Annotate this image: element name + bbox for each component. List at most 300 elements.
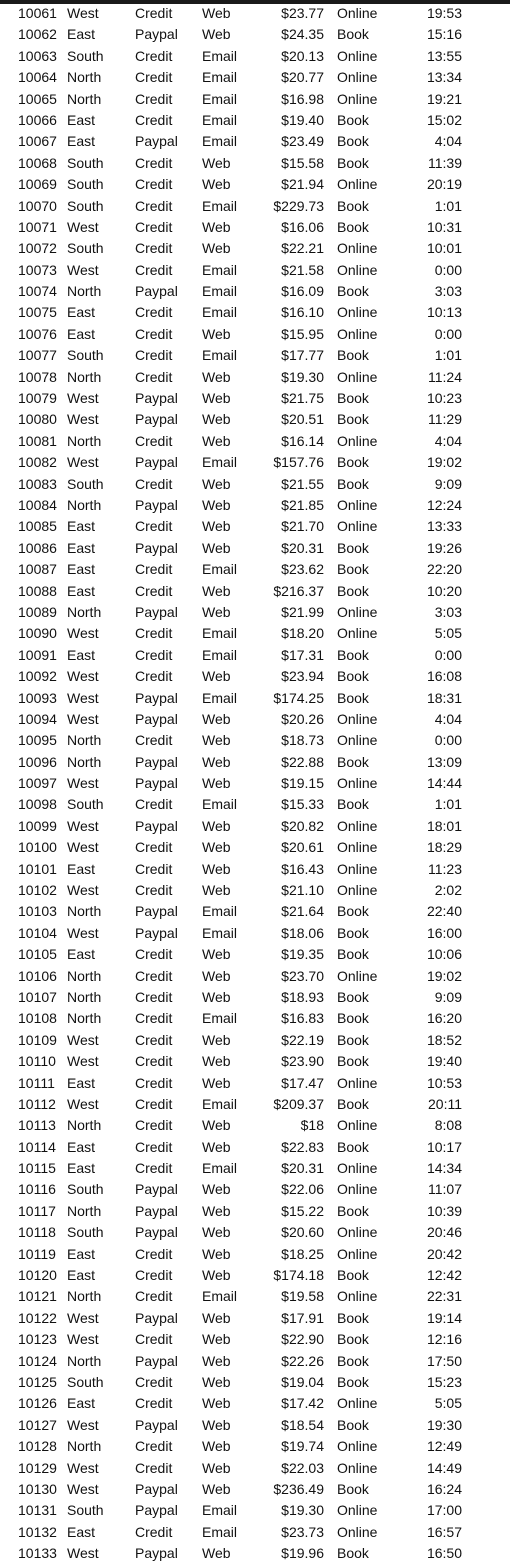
source-cell: Web [202, 5, 231, 21]
table-row [0, 409, 510, 430]
source-cell: Email [202, 347, 238, 364]
table-row [0, 1479, 510, 1500]
time-cell: 12:42 [426, 1267, 462, 1284]
source-cell: Web [202, 1374, 231, 1390]
order-id-cell: 10118 [18, 1224, 56, 1241]
region-cell: West [67, 218, 99, 235]
payment-cell: Credit [135, 1074, 173, 1091]
table-row [0, 794, 510, 815]
channel-cell: Online [337, 1395, 378, 1412]
payment-cell: Credit [135, 561, 173, 578]
payment-cell: Credit [135, 90, 173, 107]
payment-cell: Credit [135, 946, 173, 963]
time-cell: 10:39 [426, 1202, 462, 1219]
amount-cell: $18 [300, 1117, 324, 1134]
payment-cell: Credit [135, 1331, 173, 1348]
table-row [0, 367, 510, 388]
amount-cell: $21.64 [281, 903, 324, 920]
amount-cell: $22.21 [281, 240, 324, 257]
amount-cell: $17.77 [281, 347, 324, 364]
time-cell: 10:06 [426, 946, 462, 963]
time-cell: 15:16 [426, 26, 462, 43]
order-id-cell: 10070 [18, 197, 57, 214]
order-id-cell: 10108 [18, 1010, 57, 1027]
payment-cell: Paypal [135, 817, 178, 834]
time-cell: 14:44 [426, 775, 462, 792]
time-cell: 1:01 [434, 197, 462, 214]
channel-cell: Book [337, 347, 369, 364]
channel-cell: Book [337, 1267, 369, 1284]
payment-cell: Credit [135, 839, 173, 856]
order-id-cell: 10114 [18, 1138, 56, 1155]
table-row [0, 1351, 510, 1372]
order-id-cell: 10112 [18, 1095, 56, 1112]
amount-cell: $23.70 [281, 967, 324, 984]
channel-cell: Book [337, 1053, 369, 1070]
region-cell: North [67, 732, 102, 749]
channel-cell: Book [337, 946, 369, 963]
region-cell: North [67, 1438, 102, 1455]
payment-cell: Credit [135, 646, 173, 663]
region-cell: West [67, 924, 99, 941]
order-id-cell: 10085 [18, 518, 57, 535]
source-cell: Web [202, 1416, 231, 1433]
table-row [0, 602, 510, 623]
table-row [0, 1543, 510, 1564]
amount-cell: $20.26 [281, 710, 324, 727]
payment-cell: Credit [135, 325, 173, 342]
order-id-cell: 10105 [18, 946, 57, 963]
channel-cell: Online [337, 625, 378, 642]
time-cell: 10:53 [426, 1074, 462, 1091]
source-cell: Web [202, 732, 231, 749]
channel-cell: Book [337, 1374, 369, 1390]
channel-cell: Book [337, 218, 369, 235]
table-row [0, 901, 510, 922]
payment-cell: Paypal [135, 1416, 178, 1433]
payment-cell: Credit [135, 197, 173, 214]
payment-cell: Paypal [135, 390, 178, 407]
source-cell: Web [202, 817, 231, 834]
order-id-cell: 10102 [18, 882, 57, 899]
channel-cell: Book [337, 197, 369, 214]
amount-cell: $15.22 [281, 1202, 324, 1219]
source-cell: Web [202, 839, 231, 856]
table-row [0, 153, 510, 174]
table-row [0, 46, 510, 67]
order-id-cell: 10109 [18, 1031, 57, 1048]
time-cell: 1:01 [434, 347, 462, 364]
amount-cell: $19.74 [281, 1438, 324, 1455]
amount-cell: $16.06 [281, 218, 324, 235]
region-cell: West [67, 1416, 99, 1433]
channel-cell: Book [337, 1480, 369, 1497]
region-cell: West [67, 882, 99, 899]
amount-cell: $17.31 [281, 646, 324, 663]
amount-cell: $157.76 [273, 454, 324, 471]
time-cell: 4:04 [434, 710, 462, 727]
order-id-cell: 10089 [18, 603, 57, 620]
amount-cell: $19.96 [281, 1545, 324, 1562]
source-cell: Web [202, 390, 231, 407]
amount-cell: $19.15 [281, 775, 324, 792]
source-cell: Email [202, 646, 238, 663]
source-cell: Web [202, 603, 231, 620]
channel-cell: Book [337, 689, 369, 706]
channel-cell: Book [337, 903, 369, 920]
source-cell: Web [202, 582, 231, 599]
table-row [0, 495, 510, 516]
source-cell: Web [202, 1480, 231, 1497]
amount-cell: $23.77 [281, 5, 324, 21]
amount-cell: $15.58 [281, 154, 324, 171]
channel-cell: Online [337, 304, 378, 321]
channel-cell: Online [337, 1245, 378, 1262]
table-row [0, 581, 510, 602]
source-cell: Web [202, 411, 231, 428]
time-cell: 10:13 [426, 304, 462, 321]
source-cell: Web [202, 432, 231, 449]
region-cell: East [67, 26, 96, 43]
region-cell: East [67, 1395, 96, 1412]
payment-cell: Credit [135, 111, 173, 128]
order-id-cell: 10073 [18, 261, 57, 278]
time-cell: 19:21 [426, 90, 462, 107]
amount-cell: $229.73 [273, 197, 324, 214]
payment-cell: Paypal [135, 903, 178, 920]
amount-cell: $21.85 [281, 496, 324, 513]
region-cell: North [67, 753, 102, 770]
channel-cell: Book [337, 988, 369, 1005]
amount-cell: $18.54 [281, 1416, 324, 1433]
payment-cell: Paypal [135, 411, 178, 428]
source-cell: Web [202, 240, 231, 257]
channel-cell: Online [337, 817, 378, 834]
payment-cell: Credit [135, 1459, 173, 1476]
channel-cell: Book [337, 133, 369, 150]
amount-cell: $19.58 [281, 1288, 324, 1305]
source-cell: Email [202, 1288, 238, 1305]
order-id-cell: 10123 [18, 1331, 57, 1348]
order-id-cell: 10064 [18, 69, 57, 86]
table-row [0, 174, 510, 195]
payment-cell: Paypal [135, 133, 178, 150]
order-id-cell: 10091 [18, 646, 57, 663]
channel-cell: Online [337, 47, 378, 64]
time-cell: 0:00 [434, 261, 462, 278]
table-row [0, 196, 510, 217]
amount-cell: $209.37 [273, 1095, 324, 1112]
region-cell: West [67, 668, 99, 685]
source-cell: Web [202, 882, 231, 899]
source-cell: Email [202, 1523, 238, 1540]
source-cell: Email [202, 304, 238, 321]
order-id-cell: 10126 [18, 1395, 57, 1412]
region-cell: North [67, 1352, 102, 1369]
amount-cell: $20.31 [281, 1160, 324, 1177]
region-cell: South [67, 1502, 104, 1519]
channel-cell: Online [337, 967, 378, 984]
source-cell: Web [202, 753, 231, 770]
region-cell: West [67, 1545, 99, 1562]
table-row [0, 24, 510, 45]
time-cell: 11:23 [428, 860, 462, 877]
payment-cell: Credit [135, 668, 173, 685]
region-cell: North [67, 368, 102, 385]
region-cell: South [67, 240, 104, 257]
table-row [0, 1372, 510, 1393]
table-row [0, 1030, 510, 1051]
source-cell: Web [202, 988, 231, 1005]
table-row [0, 1286, 510, 1307]
time-cell: 12:24 [426, 496, 462, 513]
source-cell: Email [202, 261, 238, 278]
time-cell: 0:00 [434, 732, 462, 749]
time-cell: 15:02 [426, 111, 462, 128]
region-cell: East [67, 133, 96, 150]
table-row [0, 1265, 510, 1286]
table-row [0, 1051, 510, 1072]
amount-cell: $22.90 [281, 1331, 324, 1348]
source-cell: Web [202, 1245, 231, 1262]
table-row [0, 67, 510, 88]
order-id-cell: 10113 [18, 1117, 56, 1134]
channel-cell: Book [337, 111, 369, 128]
region-cell: East [67, 561, 96, 578]
source-cell: Email [202, 454, 238, 471]
source-cell: Web [202, 496, 231, 513]
region-cell: South [67, 1224, 104, 1241]
order-id-cell: 10061 [18, 5, 57, 21]
region-cell: South [67, 347, 104, 364]
payment-cell: Credit [135, 1523, 173, 1540]
time-cell: 20:46 [426, 1224, 462, 1241]
source-cell: Email [202, 47, 238, 64]
table-row [0, 324, 510, 345]
amount-cell: $216.37 [273, 582, 324, 599]
table-row [0, 666, 510, 687]
region-cell: West [67, 1095, 99, 1112]
order-id-cell: 10133 [18, 1545, 57, 1562]
region-cell: North [67, 1117, 102, 1134]
order-id-cell: 10122 [18, 1309, 57, 1326]
region-cell: North [67, 603, 102, 620]
amount-cell: $22.03 [281, 1459, 324, 1476]
amount-cell: $20.60 [281, 1224, 324, 1241]
amount-cell: $17.91 [281, 1309, 324, 1326]
payment-cell: Credit [135, 882, 173, 899]
table-row [0, 131, 510, 152]
region-cell: East [67, 304, 96, 321]
time-cell: 10:31 [426, 218, 462, 235]
table-row [0, 89, 510, 110]
region-cell: South [67, 1374, 104, 1390]
time-cell: 5:05 [434, 625, 462, 642]
source-cell: Web [202, 218, 231, 235]
region-cell: South [67, 47, 104, 64]
table-row [0, 538, 510, 559]
order-id-cell: 10107 [18, 988, 57, 1005]
payment-cell: Credit [135, 732, 173, 749]
order-id-cell: 10065 [18, 90, 57, 107]
time-cell: 16:00 [426, 924, 462, 941]
payment-cell: Credit [135, 1053, 173, 1070]
region-cell: South [67, 475, 104, 492]
region-cell: East [67, 860, 96, 877]
order-id-cell: 10080 [18, 411, 57, 428]
payment-cell: Credit [135, 240, 173, 257]
channel-cell: Online [337, 732, 378, 749]
source-cell: Web [202, 1267, 231, 1284]
time-cell: 20:19 [426, 176, 462, 193]
table-row [0, 1308, 510, 1329]
time-cell: 5:05 [434, 1395, 462, 1412]
source-cell: Email [202, 903, 238, 920]
order-id-cell: 10087 [18, 561, 57, 578]
region-cell: West [67, 5, 99, 21]
time-cell: 13:34 [426, 69, 462, 86]
source-cell: Web [202, 860, 231, 877]
order-id-cell: 10117 [18, 1202, 56, 1219]
region-cell: South [67, 176, 104, 193]
channel-cell: Online [337, 496, 378, 513]
order-id-cell: 10103 [18, 903, 57, 920]
channel-cell: Book [337, 668, 369, 685]
region-cell: West [67, 1031, 99, 1048]
region-cell: West [67, 1309, 99, 1326]
payment-cell: Paypal [135, 603, 178, 620]
time-cell: 18:31 [426, 689, 462, 706]
time-cell: 15:23 [426, 1374, 462, 1390]
time-cell: 20:42 [426, 1245, 462, 1262]
time-cell: 13:33 [426, 518, 462, 535]
payment-cell: Credit [135, 967, 173, 984]
channel-cell: Book [337, 1309, 369, 1326]
source-cell: Web [202, 368, 231, 385]
region-cell: East [67, 1074, 96, 1091]
order-id-cell: 10071 [18, 218, 57, 235]
region-cell: West [67, 411, 99, 428]
region-cell: East [67, 539, 96, 556]
amount-cell: $16.10 [281, 304, 324, 321]
channel-cell: Online [337, 860, 378, 877]
payment-cell: Credit [135, 432, 173, 449]
amount-cell: $20.61 [281, 839, 324, 856]
amount-cell: $23.94 [281, 668, 324, 685]
source-cell: Web [202, 1395, 231, 1412]
region-cell: North [67, 1202, 102, 1219]
region-cell: South [67, 796, 104, 813]
channel-cell: Book [337, 539, 369, 556]
payment-cell: Paypal [135, 1502, 178, 1519]
order-id-cell: 10062 [18, 26, 57, 43]
channel-cell: Book [337, 454, 369, 471]
payment-cell: Credit [135, 1438, 173, 1455]
order-id-cell: 10121 [18, 1288, 57, 1305]
table-row [0, 709, 510, 730]
data-table [0, 3, 510, 1565]
source-cell: Web [202, 1331, 231, 1348]
amount-cell: $21.94 [281, 176, 324, 193]
amount-cell: $18.93 [281, 988, 324, 1005]
payment-cell: Credit [135, 304, 173, 321]
channel-cell: Book [337, 561, 369, 578]
table-row [0, 688, 510, 709]
order-id-cell: 10111 [18, 1074, 55, 1091]
amount-cell: $19.40 [281, 111, 324, 128]
table-row [0, 816, 510, 837]
table-row [0, 110, 510, 131]
region-cell: West [67, 390, 99, 407]
channel-cell: Online [337, 1288, 378, 1305]
region-cell: West [67, 1480, 99, 1497]
amount-cell: $23.49 [281, 133, 324, 150]
region-cell: East [67, 518, 96, 535]
region-cell: South [67, 1181, 104, 1198]
region-cell: North [67, 432, 102, 449]
order-id-cell: 10110 [18, 1053, 56, 1070]
time-cell: 3:03 [434, 603, 462, 620]
payment-cell: Credit [135, 347, 173, 364]
time-cell: 10:23 [426, 390, 462, 407]
channel-cell: Book [337, 646, 369, 663]
table-row [0, 944, 510, 965]
channel-cell: Book [337, 1031, 369, 1048]
order-id-cell: 10119 [18, 1245, 56, 1262]
channel-cell: Online [337, 839, 378, 856]
amount-cell: $18.25 [281, 1245, 324, 1262]
region-cell: South [67, 197, 104, 214]
channel-cell: Book [337, 154, 369, 171]
payment-cell: Paypal [135, 775, 178, 792]
amount-cell: $22.83 [281, 1138, 324, 1155]
source-cell: Web [202, 1352, 231, 1369]
channel-cell: Online [337, 69, 378, 86]
payment-cell: Paypal [135, 496, 178, 513]
amount-cell: $23.73 [281, 1523, 324, 1540]
time-cell: 17:50 [426, 1352, 462, 1369]
order-id-cell: 10115 [18, 1160, 56, 1177]
region-cell: West [67, 775, 99, 792]
payment-cell: Paypal [135, 454, 178, 471]
channel-cell: Book [337, 1095, 369, 1112]
amount-cell: $21.70 [281, 518, 324, 535]
channel-cell: Online [337, 176, 378, 193]
amount-cell: $16.83 [281, 1010, 324, 1027]
channel-cell: Book [337, 1010, 369, 1027]
payment-cell: Credit [135, 1267, 173, 1284]
payment-cell: Credit [135, 154, 173, 171]
amount-cell: $16.43 [281, 860, 324, 877]
region-cell: North [67, 988, 102, 1005]
payment-cell: Paypal [135, 924, 178, 941]
amount-cell: $20.77 [281, 69, 324, 86]
source-cell: Web [202, 539, 231, 556]
payment-cell: Paypal [135, 1181, 178, 1198]
source-cell: Web [202, 154, 231, 171]
order-id-cell: 10079 [18, 390, 57, 407]
table-row [0, 1415, 510, 1436]
region-cell: West [67, 261, 99, 278]
channel-cell: Online [337, 1117, 378, 1134]
source-cell: Email [202, 69, 238, 86]
region-cell: West [67, 454, 99, 471]
time-cell: 12:49 [426, 1438, 462, 1455]
payment-cell: Credit [135, 1288, 173, 1305]
time-cell: 22:40 [426, 903, 462, 920]
payment-cell: Credit [135, 1010, 173, 1027]
source-cell: Web [202, 1309, 231, 1326]
